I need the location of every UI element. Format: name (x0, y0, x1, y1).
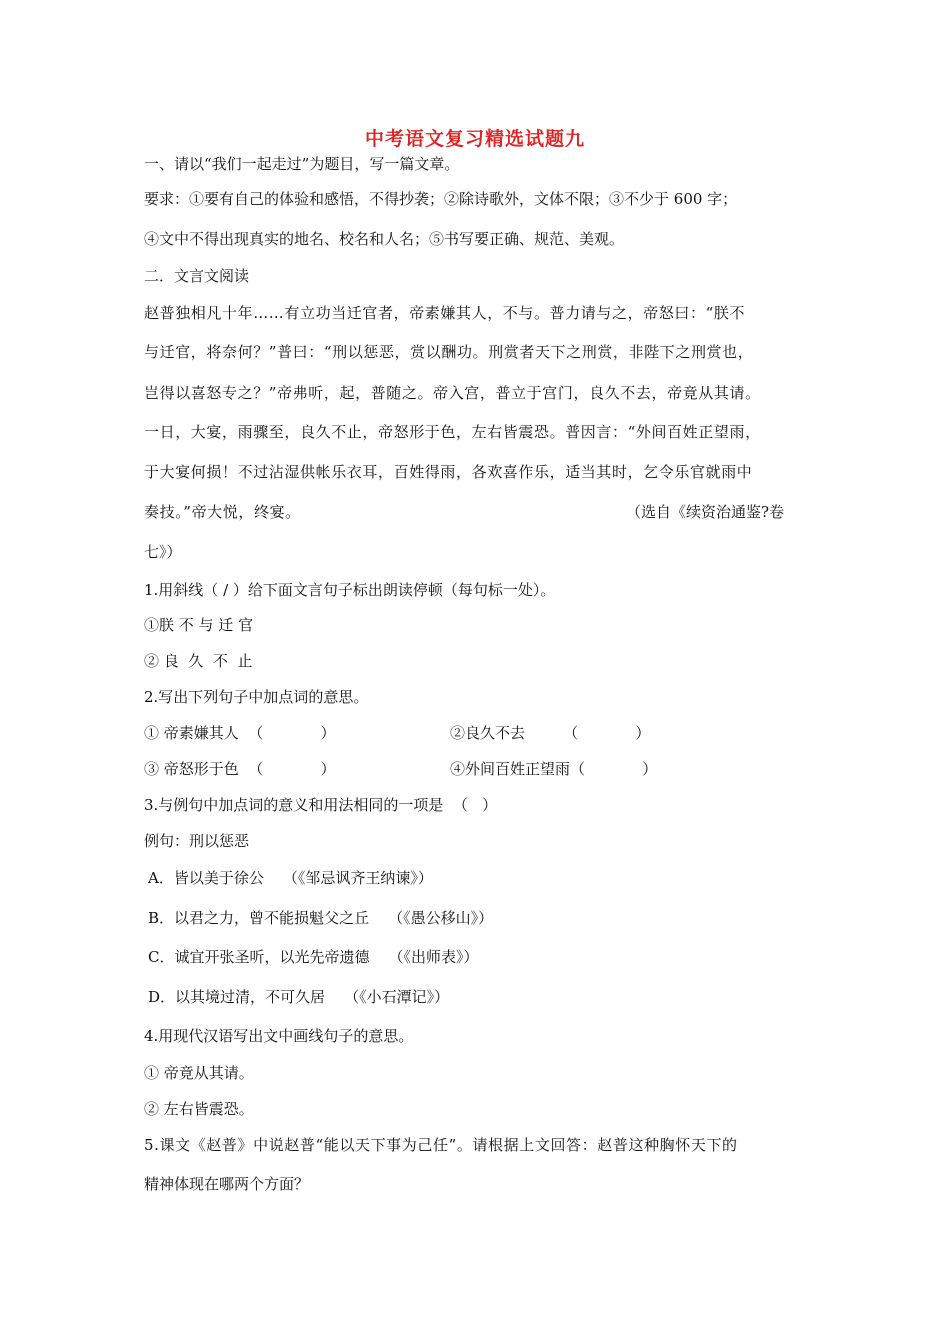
essay-prompt: 一、请以“我们一起走过”为题目，写一篇文章。 (144, 155, 460, 173)
essay-requirements-1: 要求：①要有自己的体验和感悟，不得抄袭；②除诗歌外，文体不限；③不少于 600 字； (144, 190, 738, 208)
question-4-item-2: ② 左右皆震恐。 (144, 1100, 254, 1118)
passage-line: 于大宴何损！不过沾湿供帐乐衣耳，百姓得雨，各欢喜作乐，适当其时，乞令乐官就雨中 (144, 463, 753, 481)
passage-line: 一日，大宴，雨骤至，良久不止，帝怒形于色，左右皆震恐。普因言：“外间百姓正望雨， (144, 423, 761, 441)
question-1-item-2: ② 良 久 不 止 (144, 652, 253, 670)
question-2-item-4: ④外间百姓正望雨（ ） (450, 760, 658, 778)
passage-line: 赵普独相凡十年……有立功当迁官者，帝素嫌其人，不与。普力请与之，帝怒曰：“朕不 (144, 304, 746, 322)
passage-line: 岂得以喜怒专之？”帝弗听，起，普随之。帝入宫，普立于宫门，良久不去，帝竟从其请。 (144, 384, 761, 402)
question-3-example: 例句：刑以惩恶 (144, 832, 250, 850)
question-5: 5.课文《赵普》中说赵普“能以天下事为己任”。请根据上文回答：赵普这种胸怀天下的 (144, 1136, 738, 1154)
section-heading: 二．文言文阅读 (144, 267, 250, 285)
question-3-option-d: D．以其境过清，不可久居 （《小石潭记》） (148, 988, 450, 1006)
question-3-option-a: A．皆以美于徐公 （《邹忌讽齐王纳谏》） (148, 869, 433, 887)
question-2-item-3: ③ 帝怒形于色 （ ） (144, 760, 336, 778)
question-5-cont: 精神体现在哪两个方面？ (144, 1175, 310, 1193)
page-title: 中考语文复习精选试题九 (364, 128, 585, 150)
passage-line: 与迁官，将奈何？”普曰：“刑以惩恶，赏以酬功。刑赏者天下之刑赏，非陛下之刑赏也， (144, 343, 754, 361)
question-4-item-1: ① 帝竟从其请。 (144, 1064, 254, 1082)
question-1-item-1: ①朕 不 与 迁 官 (144, 616, 254, 634)
question-3-option-c: C．诚宜开张圣听，以光先帝遗德 （《出师表》） (148, 948, 479, 966)
question-3-option-b: B．以君之力，曾不能损魁父之丘 （《愚公移山》） (148, 909, 494, 927)
question-2: 2.写出下列句子中加点词的意思。 (144, 688, 369, 706)
question-2-item-2: ②良久不去 （ ） (450, 724, 651, 742)
essay-requirements-2: ④文中不得出现真实的地名、校名和人名；⑤书写要正确、规范、美观。 (144, 230, 625, 248)
question-4: 4.用现代汉语写出文中画线句子的意思。 (144, 1027, 414, 1045)
passage-line: 奏技。”帝大悦，终宴。 (144, 503, 301, 521)
passage-source: （选自《续资治通鉴?卷 (626, 503, 785, 521)
question-3: 3.与例句中加点词的意义和用法相同的一项是 （ ） (144, 796, 498, 814)
passage-source-end: 七》） (144, 543, 182, 561)
question-1: 1.用斜线（ / ）给下面文言句子标出朗读停顿（每句标一处）。 (144, 581, 556, 599)
question-2-item-1: ① 帝素嫌其人 （ ） (144, 724, 336, 742)
